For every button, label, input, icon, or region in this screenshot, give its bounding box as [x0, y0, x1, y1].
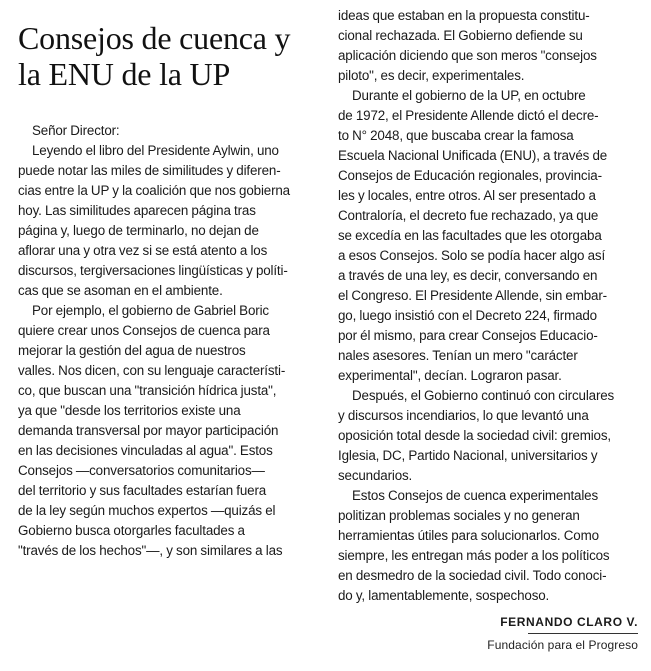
text-line: Leyendo el libro del Presidente Aylwin, uno	[32, 143, 279, 158]
text-line: hoy. Las similitudes aparecen página tras	[18, 203, 256, 218]
text-line: quiere crear unos Consejos de cuenca para	[18, 323, 270, 338]
text-line: Señor Director:	[32, 123, 120, 138]
text-line: se excedía en las facultades que les otorgaba	[338, 228, 602, 243]
left-column-body	[18, 121, 305, 561]
text-line: Estos Consejos de cuenca experimentales	[352, 488, 599, 503]
text-line: ideas que estaban en la propuesta constitu-	[338, 8, 590, 23]
text-line: por él mismo, para crear Consejos Educacio-	[338, 328, 598, 343]
text-line: cas que se asoman en el ambiente.	[18, 283, 223, 298]
text-line: mejorar la gestión del agua de nuestros	[18, 343, 246, 358]
text-line: valles. Nos dicen, con su lenguaje característi-	[18, 363, 286, 378]
text-line: y discursos incendiarios, lo que levantó una	[338, 408, 589, 423]
text-line: herramientas útiles para solucionarlos. Como	[338, 528, 599, 543]
text-line: Durante el gobierno de la UP, en octubre	[352, 88, 586, 103]
text-line: discursos, tergiversaciones lingüísticas y políti-	[18, 263, 288, 278]
text-line: ya que "desde los territorios existe una	[18, 403, 241, 418]
text-line: a través de una ley, es decir, conversando en	[338, 268, 598, 283]
text-line: les y locales, entre otros. Al ser presentado a	[338, 188, 596, 203]
right-column-body	[338, 6, 638, 606]
text-line: de 1972, el Presidente Allende dictó el decre-	[338, 108, 599, 123]
text-line: go, luego insistió con el Decreto 224, firmado	[338, 308, 597, 323]
text-line: aflorar una y otra vez si se está atento a los	[18, 243, 268, 258]
text-line: cional rechazada. El Gobierno defiende su	[338, 28, 583, 43]
article-title	[18, 20, 318, 92]
text-line: experimental", decían. Lograron pasar.	[338, 368, 562, 383]
text-line: Consejos de Educación regionales, provincia-	[338, 168, 602, 183]
text-line: secundarios.	[338, 468, 413, 483]
text-line: el Congreso. El Presidente Allende, sin embar-	[338, 288, 607, 303]
article-title-line: la ENU de la UP	[18, 56, 231, 92]
text-line: Iglesia, DC, Partido Nacional, universitarios y	[338, 448, 598, 463]
text-line: piloto", es decir, experimentales.	[338, 68, 525, 83]
article-title-line: Consejos de cuenca y	[18, 20, 291, 56]
text-line: siempre, les entregan más poder a los políticos	[338, 548, 610, 563]
text-line: Escuela Nacional Unificada (ENU), a través de	[338, 148, 608, 163]
text-line: politizan problemas sociales y no generan	[338, 508, 580, 523]
signature-rule	[528, 633, 638, 634]
text-line: Gobierno busca otorgarles facultades a	[18, 523, 245, 538]
text-line: Consejos —conversatorios comunitarios—	[18, 463, 265, 478]
author-affiliation: Fundación para el Progreso	[487, 638, 638, 652]
text-line: de la ley según muchos expertos —quizás el	[18, 503, 276, 518]
text-line: do y, lamentablemente, sospechoso.	[338, 588, 550, 603]
text-line: a esos Consejos. Solo se podía hacer algo así	[338, 248, 606, 263]
text-line: Por ejemplo, el gobierno de Gabriel Boric	[32, 303, 269, 318]
text-line: demanda transversal por mayor participación	[18, 423, 279, 438]
text-line: Después, el Gobierno continuó con circulares	[352, 388, 615, 403]
text-line: página y, luego de terminarlo, no dejan de	[18, 223, 259, 238]
text-line: en desmedro de la sociedad civil. Todo conoci-	[338, 568, 607, 583]
text-line: to N° 2048, que buscaba crear la famosa	[338, 128, 574, 143]
text-line: oposición total desde la sociedad civil: gremios,	[338, 428, 611, 443]
text-line: Contraloría, el decreto fue rechazado, ya que	[338, 208, 599, 223]
text-line: puede notar las miles de similitudes y diferen-	[18, 163, 281, 178]
text-line: del territorio y sus facultades estarían fuera	[18, 483, 267, 498]
text-line: en las decisiones vinculadas al agua". Estos	[18, 443, 273, 458]
text-line: aplicación diciendo que son meros "consejos	[338, 48, 597, 63]
text-line: nales asesores. Tenían un mero "carácter	[338, 348, 578, 363]
text-line: "través de los hechos"—, y son similares a las	[18, 543, 283, 558]
text-line: co, que buscan una "transición hídrica justa",	[18, 383, 277, 398]
author-name: FERNANDO CLARO V.	[500, 615, 638, 629]
text-line: cias entre la UP y la coalición que nos gobierna	[18, 183, 290, 198]
